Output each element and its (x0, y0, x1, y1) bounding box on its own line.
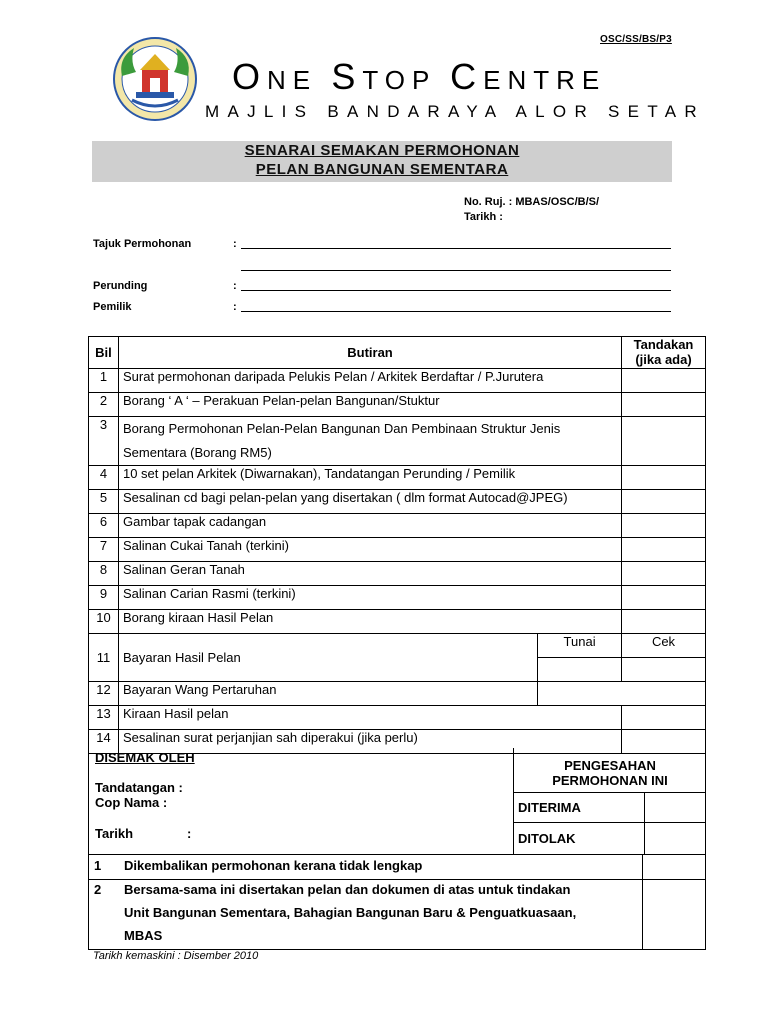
table-row: 5 Sesalinan cd bagi pelan-pelan yang disertakan ( dlm format Autocad@JPEG) (89, 490, 706, 514)
colon: : (187, 826, 192, 841)
application-title-field-line2[interactable] (241, 270, 671, 271)
table-row: 3 Borang Permohonan Pelan-Pelan Bangunan Dan Pembinaan Struktur Jenis Sementara (Borang RM5) (89, 417, 706, 466)
note-row: 1 Dikembalikan permohonan kerana tidak lengkap (89, 855, 705, 880)
checkbox-cell[interactable] (622, 610, 706, 634)
colon: : (233, 280, 237, 292)
page-title: ONE STOP CENTRE (232, 56, 607, 97)
owner-field[interactable] (241, 311, 671, 312)
rejected-checkbox[interactable] (645, 823, 706, 854)
table-row: 7 Salinan Cukai Tanah (terkini) (89, 538, 706, 562)
notes-checkbox-column[interactable] (642, 855, 705, 949)
table-header-row (89, 337, 706, 369)
table-row: 11 Bayaran Hasil Pelan Tunai Cek (89, 634, 706, 658)
checkbox-cell[interactable] (622, 538, 706, 562)
checkbox-cell[interactable] (622, 393, 706, 417)
checkbox-cell[interactable] (622, 586, 706, 610)
stamp-name-label: Cop Nama : (95, 795, 168, 810)
reference-number: No. Ruj. : MBAS/OSC/B/S/ (464, 196, 600, 208)
last-updated-note: Tarikh kemaskini : Disember 2010 (93, 950, 259, 962)
application-title-field[interactable] (241, 248, 671, 249)
application-title-label: Tajuk Permohonan (93, 238, 192, 250)
consultant-label: Perunding (93, 280, 148, 292)
approval-heading: PENGESAHAN PERMOHONAN INI (514, 748, 706, 793)
rejected-label-cell: DITOLAK (514, 823, 645, 854)
form-title-line1: SENARAI SEMAKAN PERMOHONAN (244, 142, 520, 159)
note-row: 2 Bersama-sama ini disertakan pelan dan dokumen di atas untuk tindakan Unit Bangunan Sementara, Bahagian Bangunan Baru & Penguatkuasaan, MBAS (94, 882, 577, 943)
received-checkbox[interactable] (645, 792, 706, 823)
owner-label: Pemilik (93, 301, 132, 313)
checkbox-cell[interactable] (538, 682, 706, 706)
reference-date: Tarikh : (464, 211, 503, 223)
table-row: 4 10 set pelan Arkitek (Diwarnakan), Tandatangan Perunding / Pemilik (89, 466, 706, 490)
cheque-checkbox-cell[interactable] (622, 658, 706, 682)
notes-section (88, 854, 706, 950)
table-row: 8 Salinan Geran Tanah (89, 562, 706, 586)
table-row: 14 Sesalinan surat perjanjian sah diperakui (jika perlu) (89, 730, 706, 754)
checkbox-cell[interactable] (622, 562, 706, 586)
form-title-line2: PELAN BANGUNAN SEMENTARA (255, 161, 509, 178)
consultant-field[interactable] (241, 290, 671, 291)
table-row: 12 Bayaran Wang Pertaruhan (89, 682, 706, 706)
column-header-tandakan: Tandakan (jika ada) (622, 337, 706, 369)
checkbox-cell[interactable] (622, 417, 706, 466)
reviewed-by-heading: DISEMAK OLEH (95, 750, 195, 765)
review-box (89, 748, 514, 854)
city-council-logo (112, 36, 198, 122)
table-row: 2 Borang ‘ A ‘ – Perakuan Pelan-pelan Bangunan/Stuktur (89, 393, 706, 417)
column-header-butiran: Butiran (118, 337, 621, 369)
table-row: 9 Salinan Carian Rasmi (terkini) (89, 586, 706, 610)
colon: : (233, 301, 237, 313)
colon: : (233, 238, 237, 250)
signature-label: Tandatangan : (95, 780, 183, 795)
form-title-banner (92, 141, 672, 182)
payment-cheque-label: Cek (622, 634, 706, 658)
table-row: 6 Gambar tapak cadangan (89, 514, 706, 538)
checkbox-cell[interactable] (622, 706, 706, 730)
checklist-table (88, 336, 706, 754)
table-row: 10 Borang kiraan Hasil Pelan (89, 610, 706, 634)
checkbox-cell[interactable] (622, 369, 706, 393)
review-date-label: Tarikh (95, 826, 134, 841)
table-row: 13 Kiraan Hasil pelan (89, 706, 706, 730)
cash-checkbox-cell[interactable] (538, 658, 622, 682)
checkbox-cell[interactable] (622, 466, 706, 490)
page-subtitle: MAJLIS BANDARAYA ALOR SETAR (205, 102, 705, 121)
received-label-cell: DITERIMA (514, 792, 645, 823)
document-code: OSC/SS/BS/P3 (600, 34, 672, 45)
checkbox-cell[interactable] (622, 490, 706, 514)
review-section (88, 748, 706, 855)
payment-cash-label: Tunai (538, 634, 622, 658)
checkbox-cell[interactable] (622, 514, 706, 538)
table-row: 1 Surat permohonan daripada Pelukis Pelan / Arkitek Berdaftar / P.Jurutera (89, 369, 706, 393)
column-header-bil: Bil (89, 337, 119, 369)
